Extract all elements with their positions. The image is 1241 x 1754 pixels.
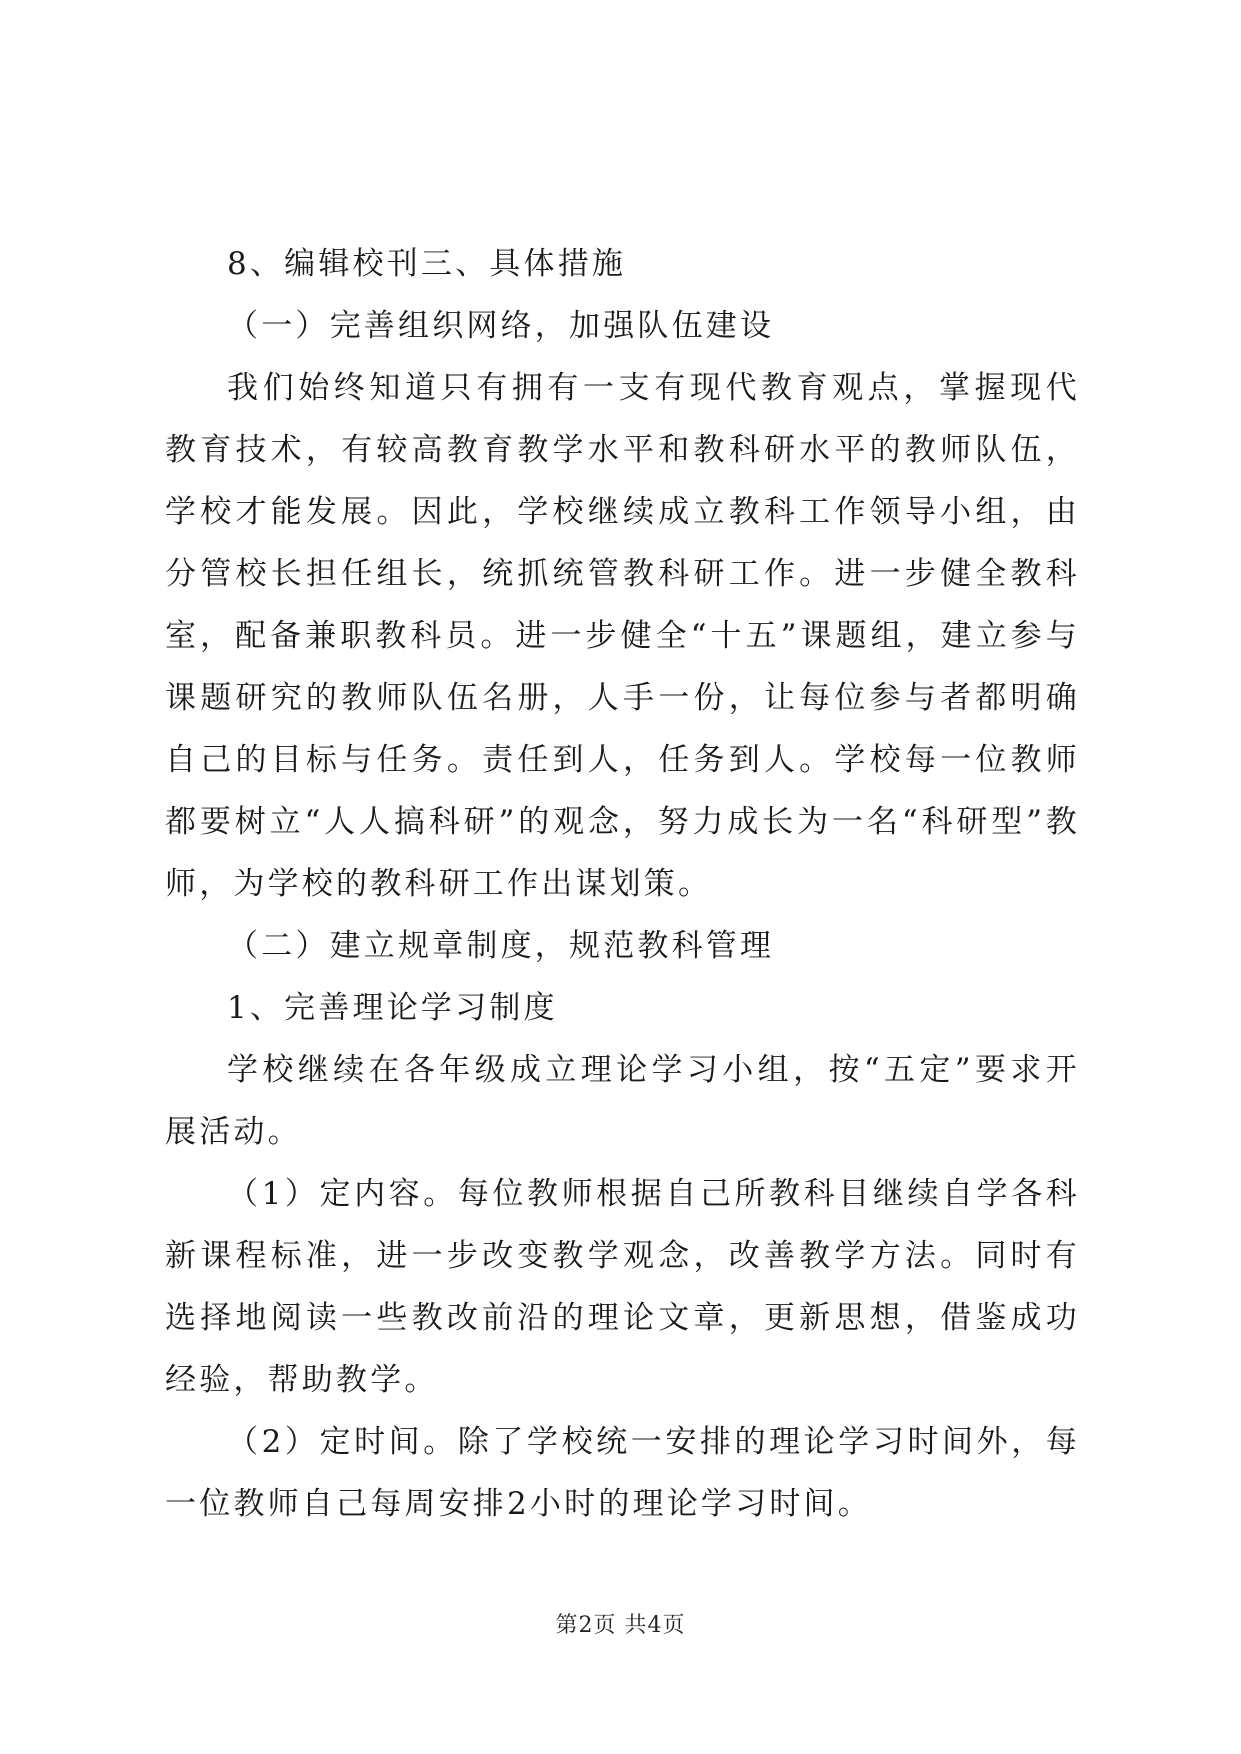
paragraph-study-groups: 学校继续在各年级成立理论学习小组，按“五定”要求开展活动。	[165, 1052, 1080, 1150]
section-heading-2: （二）建立规章制度，规范教科管理	[227, 928, 775, 964]
paragraph-team-building: 我们始终知道只有拥有一支有现代教育观点，掌握现代教育技术，有较高教育教学水平和教科研水平的教师队伍，学校才能发展。因此，学校继续成立教科工作领导小组，由分管校长担任组长，统抓统管教科研工作。进一步健全教科室，配备兼职教科员。进一步健全“十五”课题组，建立参与课题研究的教师队伍名册，人手一份，让每位参与者都明确自己的目标与任务。责任到人，任务到人。学校每一位教师都要树立“人人搞科研”的观念，努力成长为一名“科研型”教师，为学校的教科研工作出谋划策。	[165, 370, 1080, 902]
paragraph-fixed-content: （1）定内容。每位教师根据自己所教科目继续自学各科新课程标准，进一步改变教学观念，改善教学方法。同时有选择地阅读一些教改前沿的理论文章，更新思想，借鉴成功经验，帮助教学。	[165, 1176, 1080, 1398]
paragraph-fixed-time: （2）定时间。除了学校统一安排的理论学习时间外，每一位教师自己每周安排2小时的理论学习时间。	[165, 1424, 1080, 1522]
document-body	[165, 233, 1080, 1535]
page-number-footer: 第2页 共4页	[555, 1613, 686, 1638]
subheading-theory-study: 1、完善理论学习制度	[227, 990, 558, 1026]
section-heading-1: （一）完善组织网络，加强队伍建设	[227, 308, 775, 344]
heading-item-8: 8、编辑校刊三、具体措施	[227, 246, 627, 282]
